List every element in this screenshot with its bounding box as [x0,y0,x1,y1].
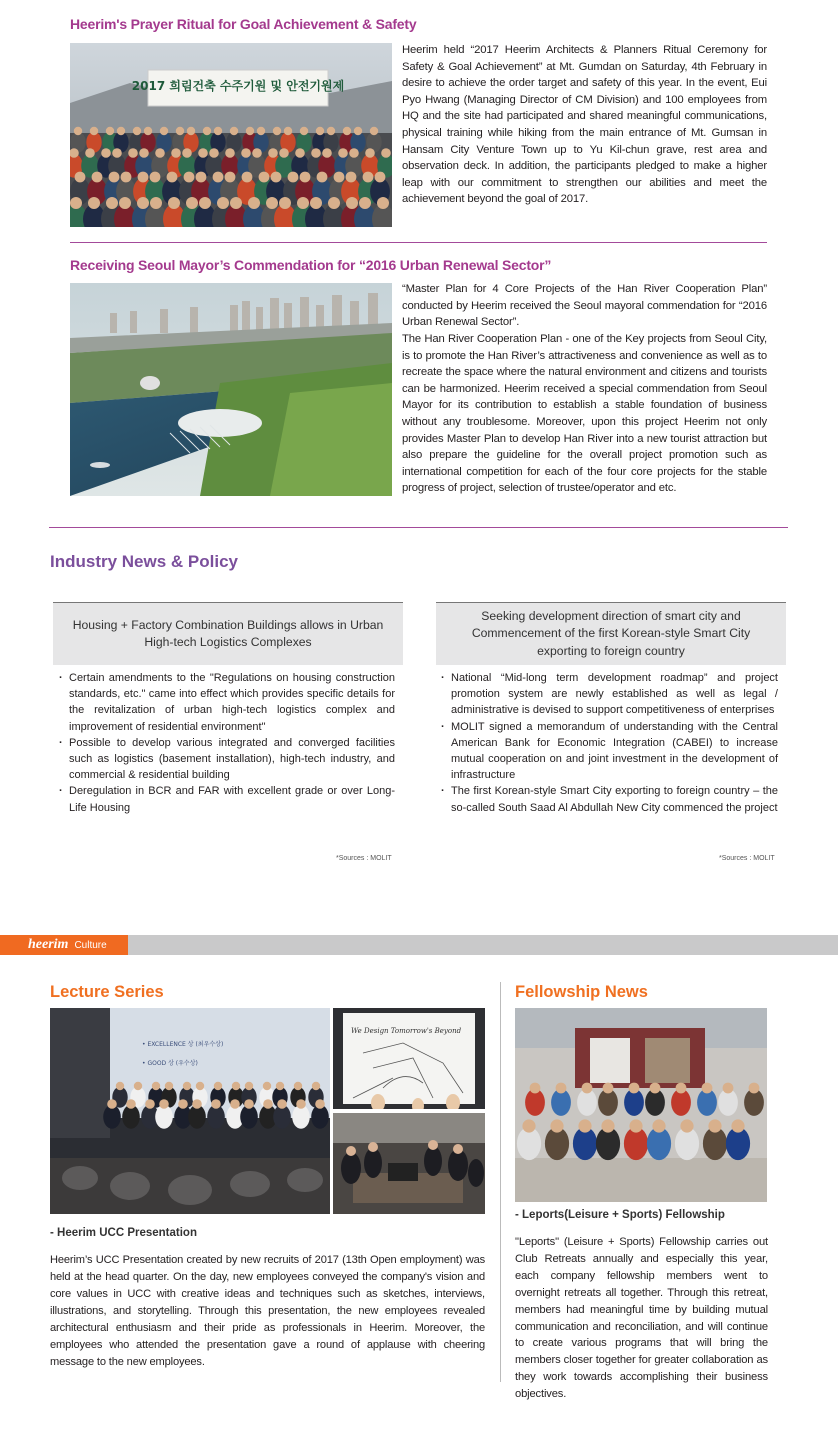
ucc-presentation-photo [50,1008,330,1214]
ritual-banner-text: 2017 희림건축 수주기원 및 안전기원제 [131,79,345,93]
news-right-header: Seeking development direction of smart city and Commencement of the first Korean-style Smart City exporting to foreign country [436,602,786,665]
list-item: · MOLIT signed a memorandum of understanding with the Central American Bank for Economic Integration (CABEI) to increase mutual cooperation on and joint investment in the development of infrastructure [437,719,778,784]
commendation-text-1: “Master Plan for 4 Core Projects of the Han River Cooperation Plan” conducted by Heerim received the Seoul mayoral commendation for “2016 Urban Renewal Sector”. [402,283,767,329]
lecture-series-title: Lecture Series [50,983,164,1001]
culture-label: Culture [74,939,107,951]
culture-tag [0,935,128,955]
heerim-logo: heerim [28,937,69,952]
lecture-text: Heerim’s UCC Presentation created by new recruits of 2017 (13th Open employment) was held at the head quarter. On the day, new employees conveyed the company's vision and core values in UCC with creative ideas and techniques such as sketches, interviews, illustrations, and storytelling. Through this presentation, the new employees revealed architectural enthusiasm and their pride as professionals in Heerim. Moreover, the employees who attended the presentation gave a round of applause with cheering message to the new employees. [50,1254,485,1368]
list-item: · National “Mid-long term development roadmap” and project promotion system are newly established as well as legal / administrative is devised to support competitiveness of enterprises [437,670,778,719]
fellowship-caption: - Leports(Leisure + Sports) Fellowship [515,1209,725,1221]
sketch-text: We Design Tomorrow's Beyond [351,1027,462,1035]
han-river-rendering [70,283,392,496]
list-item: · The first Korean-style Smart City exporting to foreign country – the so-called South Saad Al Abdullah New City commenced the project [437,783,778,815]
ritual-text: Heerim held “2017 Heerim Architects & Planners Ritual Ceremony for Safety & Goal Achievement” at Mt. Gumdan on Saturday, 4th February in desire to achieve the order target and safety of this year. In the event, Eui Pyo Hwang (Managing Director of CM Division) and 100 employees from HQ and the site had participated and shared meaningful communications, physical training while hiking from the main entrance of Mt. Gumsan in Hansam City Venture Town up to Yu Kil-chun grave, rest area and observation deck. In addition, the participants pledged to make a higher leap with our commitment to strengthen our abilities and meet the achievement beyond the goal of 2017. [402,44,767,206]
ritual-group-photo [70,43,392,227]
ritual-title: Heerim's Prayer Ritual for Goal Achievement & Safety [70,16,417,32]
news-left-bullets [55,670,395,816]
commendation-title: Receiving Seoul Mayor’s Commendation for “2016 Urban Renewal Sector” [70,257,552,273]
fellowship-text: "Leports" (Leisure + Sports) Fellowship carries out Club Retreats annually and especially this year, each company fellowship members went to overnight retreats all together. Through this retreat, members had meaningful time by building mutual communication and reconciliation, and will continue to create various programs that will bring the members closer together for greater collaboration as they work towards accomplishing their business objectives. [515,1236,768,1401]
list-item: · Certain amendments to the "Regulations on housing construction standards, etc." came into effect which provides specific details for the revitalization of urban high-tech logistics complex and improvement of residential environment" [55,670,395,735]
workshop-photo [333,1113,485,1214]
news-left-source: *Sources : MOLIT [336,855,392,862]
list-item: · Possible to develop various integrated and converged facilities such as logistics (basement installation), high-tech industry, and commercial & residential building [55,735,395,784]
list-item: · Deregulation in BCR and FAR with excellent grade or over Long-Life Housing [55,783,395,815]
column-divider [500,982,501,1382]
fellowship-group-photo [515,1008,767,1202]
news-left-header: Housing + Factory Combination Buildings allows in Urban High-tech Logistics Complexes [53,602,403,665]
fellowship-news-title: Fellowship News [515,983,648,1001]
slide-line: • EXCELLENCE 상 (최우수상) [142,1041,224,1048]
sketch-drawing-photo [333,1008,485,1109]
lecture-caption: - Heerim UCC Presentation [50,1227,197,1239]
section-divider [49,527,788,528]
news-right-source: *Sources : MOLIT [719,855,775,862]
commendation-text-2: The Han River Cooperation Plan - one of the Key projects from Seoul City, is to promote the Han River’s attractiveness and convenience as well as to recreate the space where the natural environment and citizens and tourists can be harmonized. Heerim received a special commendation from Seoul Mayor for its contribution to establish a stable foundation of business without any troublesome. Moreover, upon this project Heerim not only provides Master Plan to develop Han River into a new tourist attraction but also prepare the guideline for the overall project promotion such as international competition for each of the four core projects for the stable progress of project, selection of trustee/operator and etc. [402,333,767,495]
slide-line: • GOOD 상 (우수상) [142,1060,198,1067]
news-right-bullets [437,670,778,816]
section-divider [70,242,767,243]
industry-news-title: Industry News & Policy [50,552,238,571]
